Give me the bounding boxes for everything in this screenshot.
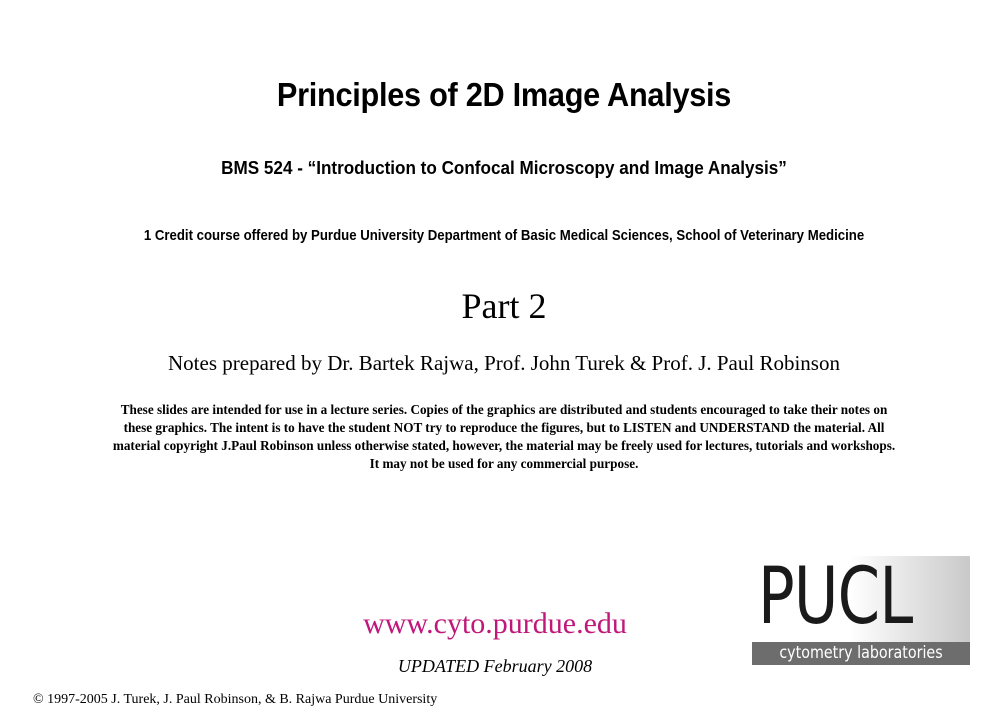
copyright-notice: © 1997-2005 J. Turek, J. Paul Robinson, & B. Rajwa Purdue University (33, 692, 438, 707)
logo-subtitle: cytometry laboratories (779, 643, 943, 663)
disclaimer-text (30, 401, 978, 473)
disclaimer-line: It may not be used for any commercial purpose. (369, 456, 639, 471)
website-link[interactable]: www.cyto.purdue.edu (363, 607, 627, 640)
slide-title: Principles of 2D Image Analysis (276, 76, 732, 113)
part-heading: Part 2 (461, 286, 547, 326)
updated-date: UPDATED February 2008 (397, 656, 593, 676)
pucl-logo (752, 552, 970, 665)
course-name: BMS 524 - “Introduction to Confocal Microscopy and Image Analysis” (221, 158, 787, 178)
disclaimer-line: these graphics. The intent is to have the student NOT try to reproduce the figures, but to LISTEN and UNDERSTAND the material. All (123, 420, 885, 435)
logo-wordmark: PUCL (758, 552, 913, 642)
disclaimer-line: material copyright J.Paul Robinson unless otherwise stated, however, the material may be freely used for lectures, tutorials and workshops. (112, 438, 896, 453)
authors-note: Notes prepared by Dr. Bartek Rajwa, Prof. John Turek & Prof. J. Paul Robinson (168, 351, 840, 375)
disclaimer-line: These slides are intended for use in a lecture series. Copies of the graphics are distributed and students encouraged to take their notes on (120, 402, 888, 417)
credit-line: 1 Credit course offered by Purdue University Department of Basic Medical Sciences, School of Veterinary Medicine (143, 227, 865, 244)
